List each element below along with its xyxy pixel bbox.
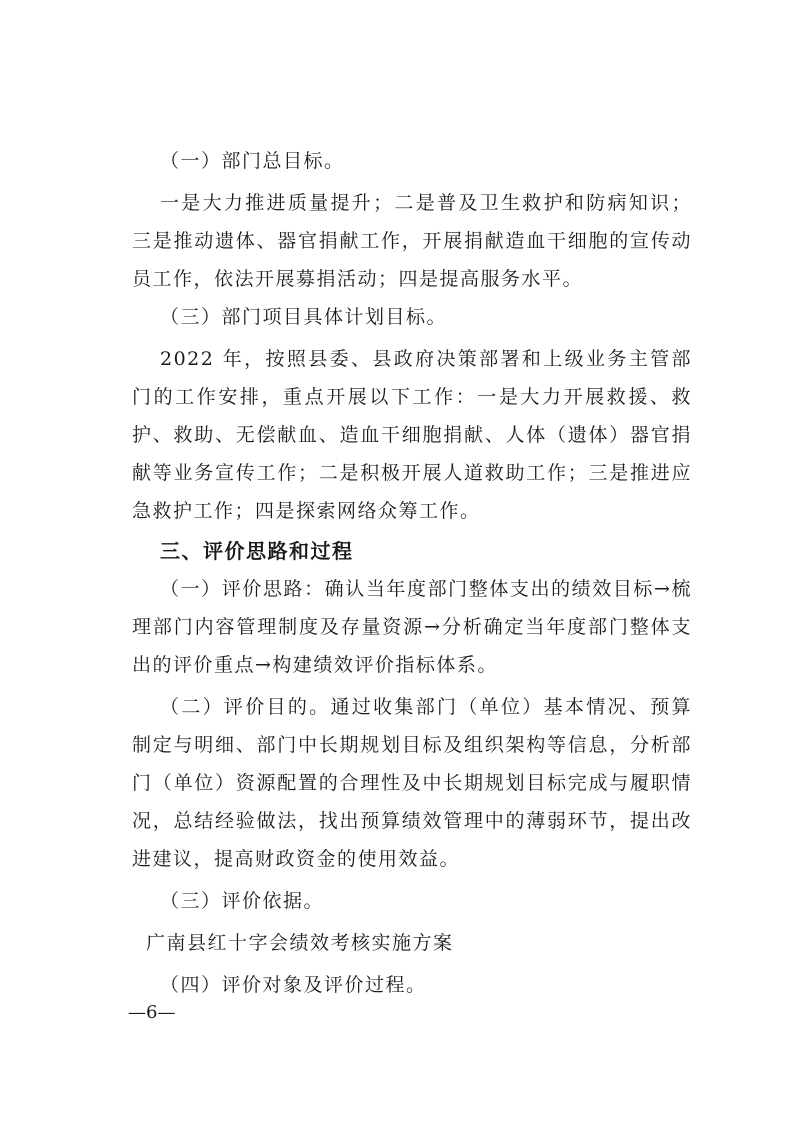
section-heading-evaluation: 三、评价思路和过程 — [160, 539, 354, 563]
paragraph-evaluation-basis: 广南县红十字会绩效考核实施方案 — [146, 932, 454, 954]
paragraph-evaluation-purpose: （二）评价目的。通过收集部门（单位）基本情况、预算制定与明细、部门中长期规划目标及组织架构等信息，分析部门（单位）资源配置的合理性及中长期规划目标完成与履职情况，总结经验做法，找出预算绩效管理中的薄弱环节，提出改进建议，提高财政资金的使用效益。 — [132, 696, 692, 870]
section-subtitle-project-plan: （三）部门项目具体计划目标。 — [160, 306, 448, 328]
section-subtitle-evaluation-object: （四）评价对象及评价过程。 — [160, 974, 427, 996]
section-subtitle-overall-goal: （一）部门总目标。 — [160, 150, 345, 172]
paragraph-overall-goal: 一是大力推进质量提升；二是普及卫生救护和防病知识；三是推动遗体、器官捐献工作，开展捐献造血干细胞的宣传动员工作，依法开展募捐活动；四是提高服务水平。 — [132, 192, 692, 290]
document-body — [132, 142, 692, 1004]
paragraph-evaluation-approach: （一）评价思路：确认当年度部门整体支出的绩效目标→梳理部门内容管理制度及存量资源→分析确定当年度部门整体支出的评价重点→构建绩效评价指标体系。 — [132, 578, 692, 676]
page-number: —6— — [128, 1002, 176, 1023]
section-subtitle-evaluation-basis: （三）评价依据。 — [160, 890, 325, 912]
paragraph-project-plan: 2022 年，按照县委、县政府决策部署和上级业务主管部门的工作安排，重点开展以下工作：一是大力开展救援、救护、救助、无偿献血、造血干细胞捐献、人体（遗体）器官捐献等业务宣传工作；二是积极开展人道救助工作；三是推进应急救护工作；四是探索网络众筹工作。 — [132, 348, 692, 522]
